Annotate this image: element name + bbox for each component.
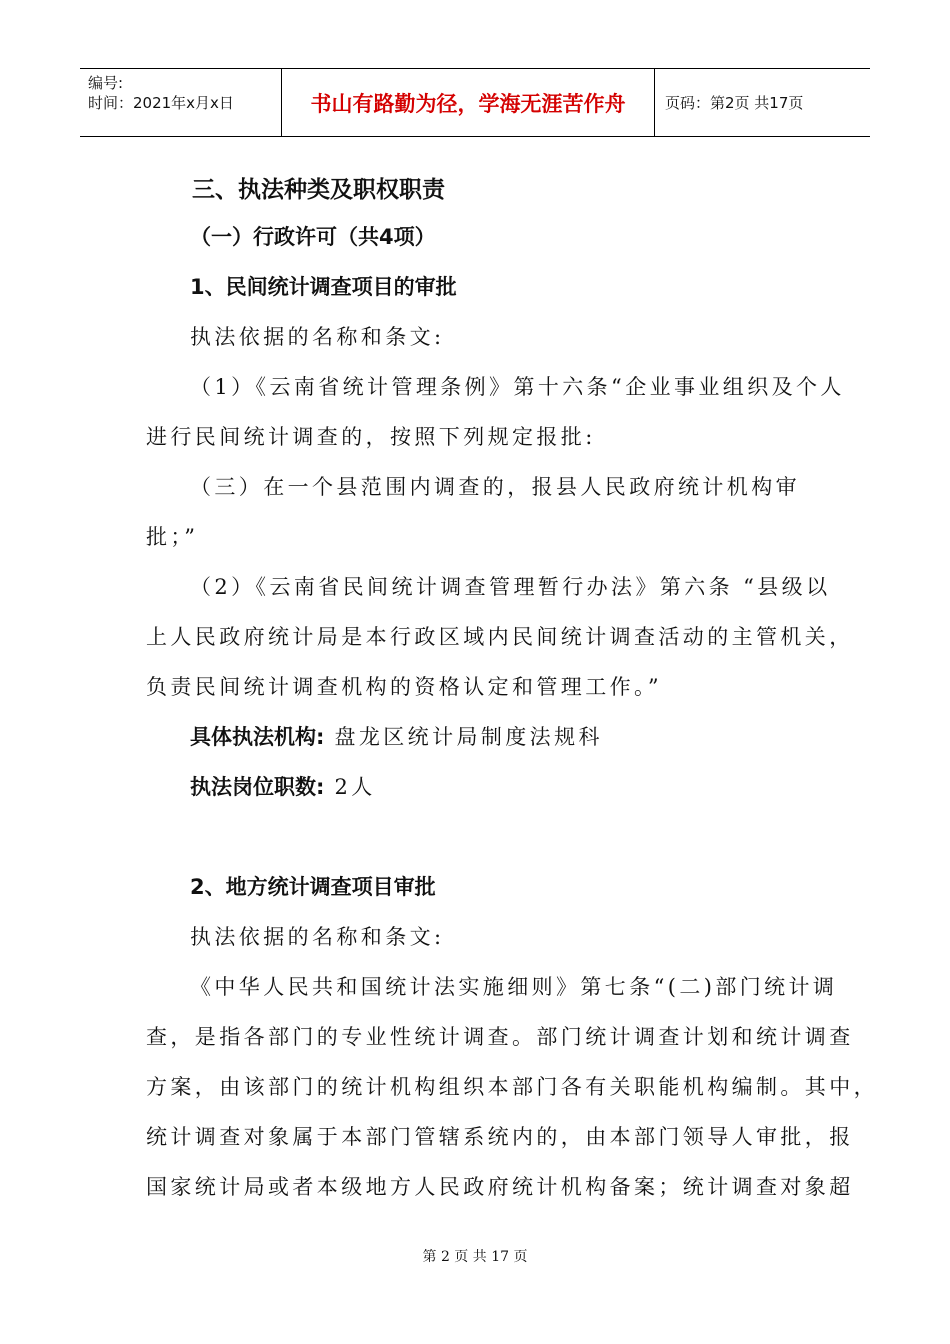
item2-line3: 方案，由该部门的统计机构组织本部门各有关职能机构编制。其中，	[146, 1075, 878, 1099]
item1-para2-line1: （三）在一个县范围内调查的，报县人民政府统计机构审	[190, 475, 800, 499]
item1-agency	[190, 721, 603, 751]
item1-para2-line2: 批；”	[146, 525, 199, 549]
page-footer: 第 2 页 共 17 页	[422, 1249, 528, 1265]
item1-para3-line2: 上人民政府统计局是本行政区域内民间统计调查活动的主管机关，	[146, 625, 854, 649]
item1-para3-line1: （2）《云南省民间统计调查管理暂行办法》第六条 “县级以	[190, 575, 831, 599]
item1-posts	[190, 771, 376, 801]
section-title: 三、执法种类及职权职责	[192, 177, 445, 203]
item1-title: 1、民间统计调查项目的审批	[190, 275, 457, 299]
item1-basis-label: 执法依据的名称和条文:	[190, 325, 445, 349]
item1-para1-line1: （1）《云南省统计管理条例》第十六条“企业事业组织及个人	[190, 375, 845, 399]
item1-para1-line2: 进行民间统计调查的，按照下列规定报批:	[146, 425, 596, 449]
item2-title: 2、地方统计调查项目审批	[190, 875, 436, 899]
item1-agency-label: 具体执法机构:	[190, 725, 325, 749]
item2-line2: 查，是指各部门的专业性统计调查。部门统计调查计划和统计调查	[146, 1025, 854, 1049]
header-meta	[80, 69, 282, 136]
item1-para3-line3: 负责民间统计调查机构的资格认定和管理工作。”	[146, 675, 663, 699]
header-code-label: 编号:	[88, 74, 124, 92]
page-header	[80, 68, 870, 137]
header-date: 时间：2021年x月x日	[88, 94, 234, 112]
subsection-title: （一）行政许可（共4项）	[190, 225, 436, 249]
item2-line1: 《中华人民共和国统计法实施细则》第七条“(二)部门统计调	[190, 975, 838, 999]
header-page-info: 页码：第2页 共17页	[665, 94, 804, 112]
item2-line5: 国家统计局或者本级地方人民政府统计机构备案；统计调查对象超	[146, 1175, 854, 1199]
item1-posts-label: 执法岗位职数:	[190, 775, 325, 799]
item1-posts-value: 2人	[324, 775, 376, 799]
item2-line4: 统计调查对象属于本部门管辖系统内的，由本部门领导人审批，报	[146, 1125, 854, 1149]
item1-agency-value: 盘龙区统计局制度法规科	[324, 725, 603, 749]
header-motto: 书山有路勤为径，学海无涯苦作舟	[282, 69, 655, 136]
item2-basis-label: 执法依据的名称和条文:	[190, 925, 445, 949]
